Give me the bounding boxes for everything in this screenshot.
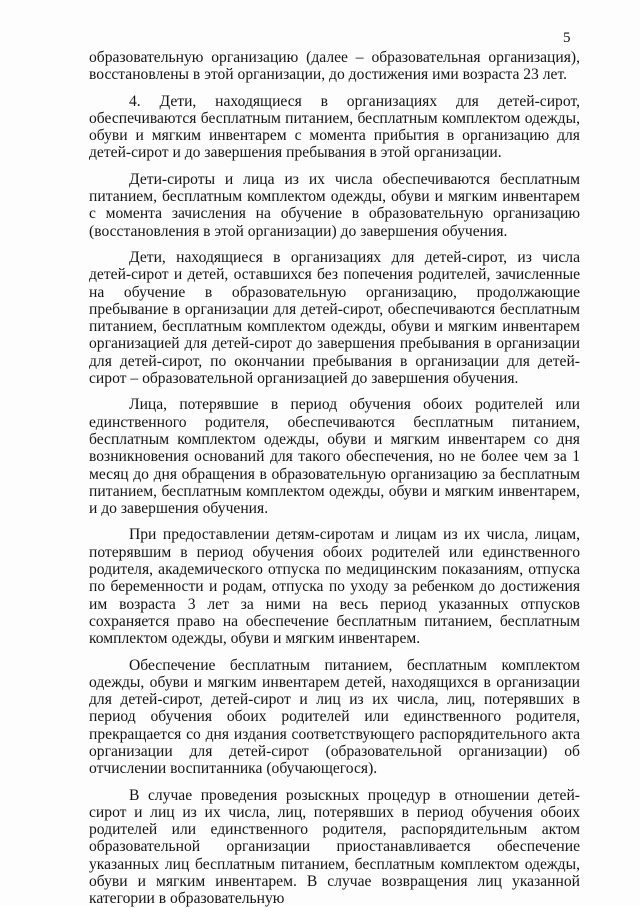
page-number: 5 xyxy=(563,30,571,46)
document-body xyxy=(89,49,580,908)
paragraph-search-procedures: В случае проведения розыскных процедур в отношении детей-сирот и лиц из их числа, лиц, потерявших в период обучения обоих родителей или единственного родителя, распорядительным актом образовательной организации приостанавливается обеспечение указанных лиц бесплатным питанием, бесплатным комплектом одежды, обуви и мягким инвентарем. В случае возвращения лиц указанной категории в образовательную xyxy=(89,786,580,908)
paragraph-academic-leave: При предоставлении детям-сиротам и лицам из их числа, лицам, потерявшим в период обучения обоих родителей или единственного родителя, академического отпуска по медицинским показаниям, отпуска по беременности и родам, отпуска по уходу за ребенком до достижения им возраста 3 лет за ними на весь период указанных отпусков сохраняется право на обеспечение бесплатным питанием, бесплатным комплектом одежды, обуви и мягким инвентарем. xyxy=(89,526,580,648)
paragraph-orphans-provision: Дети-сироты и лица из их числа обеспечиваются бесплатным питанием, бесплатным комплектом одежды, обуви и мягким инвентарем с момента зачисления на обучение в образовательную организацию (восстановления в этой организации) до завершения обучения. xyxy=(89,170,580,240)
paragraph-termination: Обеспечение бесплатным питанием, бесплатным комплектом одежды, обуви и мягким инвентарем детей, находящихся в организации для детей-сирот, детей-сирот и лиц из их числа, лиц, потерявших в период обучения обоих родителей или единственного родителя, прекращается со дня издания соответствующего распорядительного акта организации для детей-сирот (образовательной организации) об отчислении воспитанника (обучающегося). xyxy=(89,656,580,778)
paragraph-item-4: 4. Дети, находящиеся в организациях для детей-сирот, обеспечиваются бесплатным питанием, бесплатным комплектом одежды, обуви и мягким инвентарем с момента прибытия в организацию для детей-сирот и до завершения пребывания в этой организации. xyxy=(89,92,580,162)
paragraph-continuation: образовательную организацию (далее – образовательная организация), восстановлены в этой организации, до достижения ими возраста 23 лет. xyxy=(89,49,580,84)
paragraph-lost-parents: Лица, потерявшие в период обучения обоих родителей или единственного родителя, обеспечиваются бесплатным питанием, бесплатным комплектом одежды, обуви и мягким инвентарем со дня возникновения оснований для такого обеспечения, но не более чем за 1 месяц до дня обращения в образовательную организацию за бесплатным питанием, бесплатным комплектом одежды, обуви и мягким инвентарем, и до завершения обучения. xyxy=(89,396,580,518)
paragraph-children-in-organizations: Дети, находящиеся в организациях для детей-сирот, из числа детей-сирот и детей, оставшихся без попечения родителей, зачисленные на обучение в образовательную организацию, продолжающие пребывание в организации для детей-сирот, обеспечиваются бесплатным питанием, бесплатным комплектом одежды, обуви и мягким инвентарем организацией для детей-сирот до завершения пребывания в организации для детей-сирот, по окончании пребывания в организации для детей-сирот – образовательной организацией до завершения обучения. xyxy=(89,248,580,388)
